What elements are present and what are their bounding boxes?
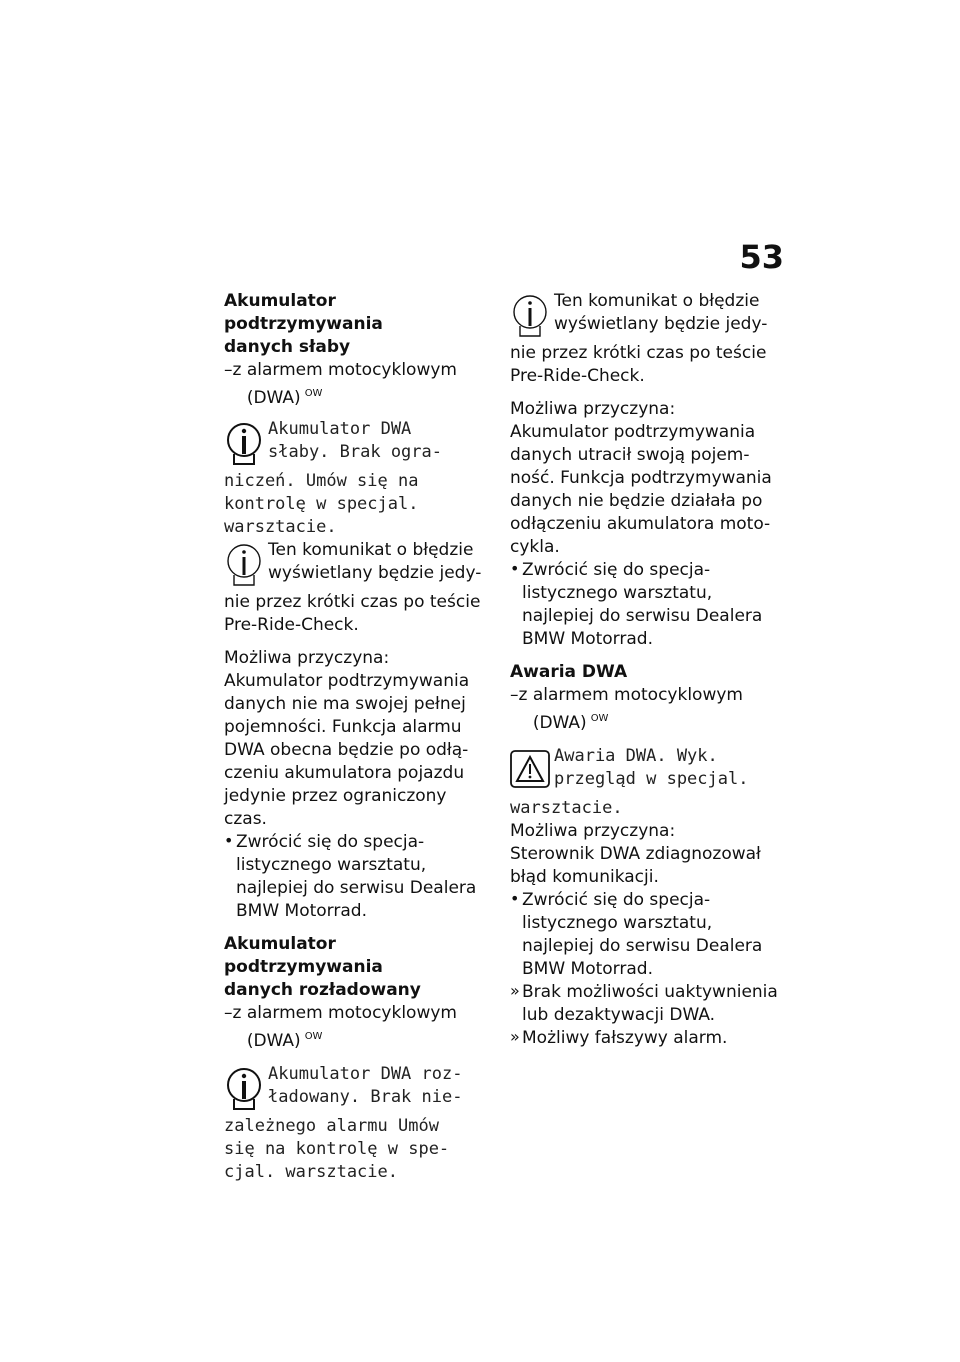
cause-line: Akumulator podtrzymywania xyxy=(224,671,470,691)
bullet-mark: • xyxy=(224,831,234,850)
cause-line: jedynie przez ograniczony czas. xyxy=(224,786,447,829)
action-line: listycznego warsztatu, xyxy=(522,913,713,933)
action-line: BMW Motorrad. xyxy=(522,959,653,979)
action-line: BMW Motorrad. xyxy=(522,629,653,649)
info-icon xyxy=(224,1065,268,1115)
section-battery-discharged xyxy=(224,933,492,1184)
cause-line: pojemności. Funkcja alarmu xyxy=(224,717,462,737)
action-line: BMW Motorrad. xyxy=(236,901,367,921)
result-line: Możliwy fałszywy alarm. xyxy=(522,1028,728,1048)
left-column xyxy=(224,290,492,1184)
action-item xyxy=(224,831,492,923)
display-line: Awaria DWA. Wyk. xyxy=(554,746,718,766)
cause-line: Sterownik DWA zdiagnozował xyxy=(510,844,761,864)
display-line: słaby. Brak ogra- xyxy=(268,442,442,462)
action-line: listycznego warsztatu, xyxy=(522,583,713,603)
info-icon xyxy=(510,292,554,342)
bullet-mark: • xyxy=(510,889,520,908)
cause-line: Możliwa przyczyna: xyxy=(224,648,390,668)
display-line: cjal. warsztacie. xyxy=(224,1162,398,1182)
display-line: Akumulator DWA roz- xyxy=(268,1064,463,1084)
action-line: Zwrócić się do specja- xyxy=(522,560,711,580)
warning-triangle-icon xyxy=(510,747,554,797)
note-line: Ten komunikat o błędzie xyxy=(268,540,474,560)
possible-cause xyxy=(510,398,778,559)
cause-line: odłączeniu akumulatora moto- xyxy=(510,514,771,534)
action-line: najlepiej do serwisu Dealera xyxy=(236,878,477,898)
cause-line: Możliwa przyczyna: xyxy=(510,821,676,841)
display-message xyxy=(224,418,492,539)
cause-line: cykla. xyxy=(510,537,560,557)
cause-line: danych nie będzie działała po xyxy=(510,491,763,511)
note-line: wyświetlany będzie jedy- xyxy=(554,314,768,334)
display-line: kontrolę w specjal. xyxy=(224,494,419,514)
result-arrow: » xyxy=(510,1027,520,1046)
note-line: Pre-Ride-Check. xyxy=(510,366,645,386)
cause-line: czeniu akumulatora pojazdu xyxy=(224,763,465,783)
note-line: Ten komunikat o błędzie xyxy=(554,291,760,311)
cause-line: danych utracił swoją pojem- xyxy=(510,445,750,465)
result-item xyxy=(510,1027,778,1050)
result-line: Brak możliwości uaktywnienia xyxy=(522,982,778,1002)
section-battery-weak xyxy=(224,290,492,923)
possible-cause xyxy=(510,820,778,889)
display-line: warsztacie. xyxy=(224,517,337,537)
display-message xyxy=(510,745,778,820)
cause-line: błąd komunikacji. xyxy=(510,867,659,887)
alarm-variant: –z alarmem motocyklowym (DWA) $^{OW}$ xyxy=(224,1003,457,1051)
section-dwa-failure xyxy=(510,661,778,1050)
cause-line: danych nie ma swojej pełnej xyxy=(224,694,466,714)
result-item xyxy=(510,981,778,1027)
section-heading: Akumulator podtrzymywania danych rozładowany xyxy=(224,934,421,1000)
info-icon xyxy=(224,420,268,470)
info-icon xyxy=(224,541,268,591)
action-item xyxy=(510,559,778,651)
result-arrow: » xyxy=(510,981,520,1000)
note-line: Pre-Ride-Check. xyxy=(224,615,359,635)
right-column xyxy=(510,290,778,1050)
action-line: Zwrócić się do specja- xyxy=(236,832,425,852)
alarm-variant: –z alarmem motocyklowym (DWA) $^{OW}$ xyxy=(224,360,457,408)
display-line: przegląd w specjal. xyxy=(554,769,749,789)
display-line: niczeń. Umów się na xyxy=(224,471,419,491)
action-line: najlepiej do serwisu Dealera xyxy=(522,606,763,626)
cause-line: DWA obecna będzie po odłą- xyxy=(224,740,469,760)
bullet-mark: • xyxy=(510,559,520,578)
display-line: ładowany. Brak nie- xyxy=(268,1087,463,1107)
result-line: lub dezaktywacji DWA. xyxy=(522,1005,716,1025)
alarm-variant: –z alarmem motocyklowym (DWA) $^{OW}$ xyxy=(510,685,743,733)
note xyxy=(224,539,492,637)
note-line: nie przez krótki czas po teście xyxy=(224,592,481,612)
action-line: Zwrócić się do specja- xyxy=(522,890,711,910)
display-line: warsztacie. xyxy=(510,798,623,818)
display-line: się na kontrolę w spe- xyxy=(224,1139,450,1159)
action-line: listycznego warsztatu, xyxy=(236,855,427,875)
section-heading: Akumulator podtrzymywania danych słaby xyxy=(224,291,383,357)
display-line: Akumulator DWA xyxy=(268,419,412,439)
possible-cause xyxy=(224,647,492,831)
action-line: najlepiej do serwisu Dealera xyxy=(522,936,763,956)
cause-line: Akumulator podtrzymywania xyxy=(510,422,756,442)
display-line: zależnego alarmu Umów xyxy=(224,1116,439,1136)
note-line: wyświetlany będzie jedy- xyxy=(268,563,482,583)
cause-line: ność. Funkcja podtrzymywania xyxy=(510,468,772,488)
section-heading: Awaria DWA xyxy=(510,662,628,682)
page-number: 53 xyxy=(739,238,784,276)
note-line: nie przez krótki czas po teście xyxy=(510,343,767,363)
note xyxy=(510,290,778,388)
action-item xyxy=(510,889,778,981)
cause-line: Możliwa przyczyna: xyxy=(510,399,676,419)
display-message xyxy=(224,1063,492,1184)
